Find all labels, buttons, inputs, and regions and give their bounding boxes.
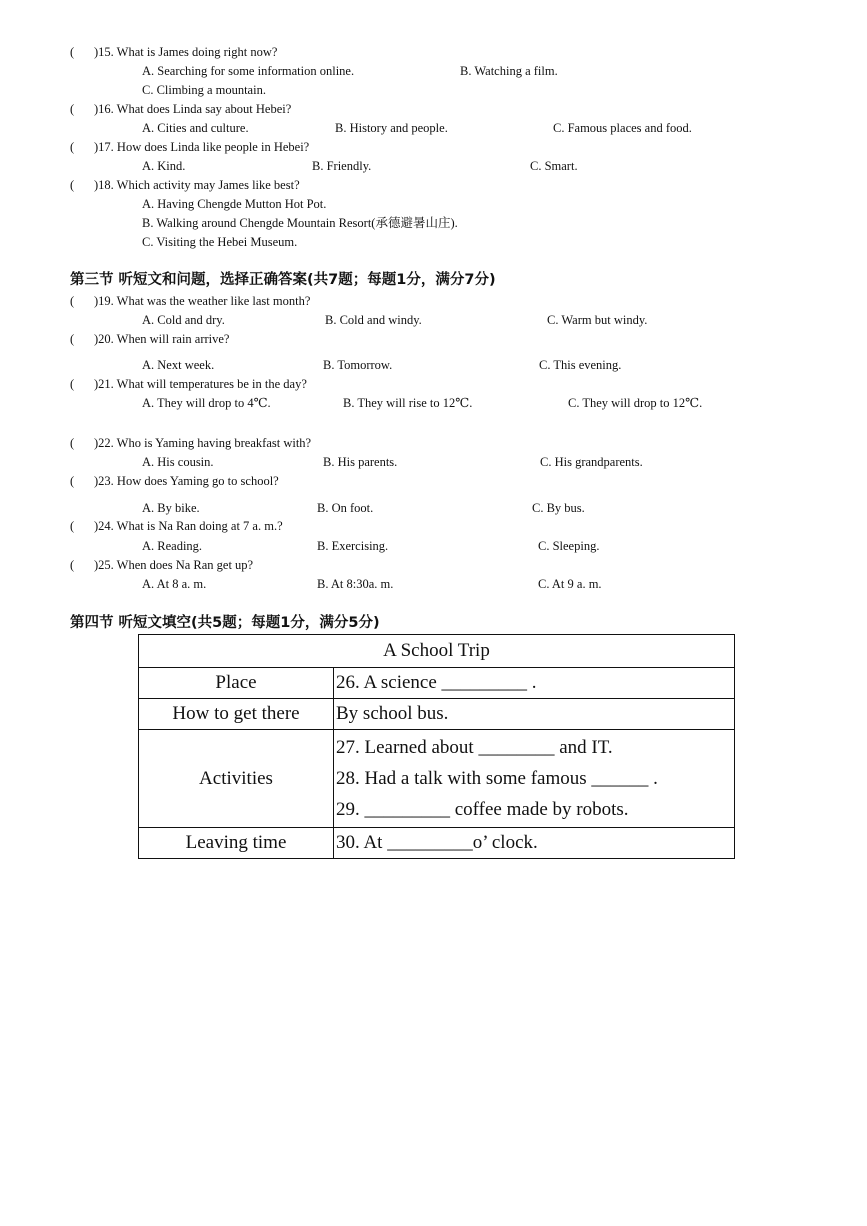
option-20-b: B. Tomorrow. [323, 358, 393, 372]
answer-bracket[interactable]: ( [70, 519, 75, 533]
option-24-b: B. Exercising. [317, 539, 389, 553]
answer-bracket[interactable]: ( [70, 558, 75, 572]
option-18-a: A. Having Chengde Mutton Hot Pot. [142, 197, 327, 211]
option-16-b: B. History and people. [335, 121, 448, 135]
question-16 [70, 101, 291, 117]
answer-bracket[interactable]: ( [70, 377, 75, 391]
option-17-a: A. Kind. [142, 159, 186, 173]
question-25 [70, 557, 253, 573]
answer-bracket[interactable]: ( [70, 474, 75, 488]
fill-blank-27[interactable]: 27. Learned about ________ and IT. [336, 737, 613, 758]
option-20-a: A. Next week. [142, 358, 215, 372]
option-21-c: C. They will drop to 12℃. [568, 396, 703, 410]
question-21 [70, 376, 307, 392]
answer-bracket[interactable]: ( [70, 178, 75, 192]
table-row [139, 668, 735, 699]
question-text: )21. What will temperatures be in the day? [94, 377, 307, 391]
option-17-b: B. Friendly. [312, 159, 372, 173]
option-21-a: A. They will drop to 4℃. [142, 396, 271, 410]
answer-bracket[interactable]: ( [70, 140, 75, 154]
answer-bracket[interactable]: ( [70, 102, 75, 116]
row-label-transport: How to get there [139, 699, 334, 730]
row-label-leaving-time: Leaving time [139, 828, 334, 859]
school-trip-table [138, 634, 735, 859]
question-text: )25. When does Na Ran get up? [94, 558, 254, 572]
fill-blank-30[interactable]: 30. At _________o’ clock. [334, 828, 735, 859]
row-value-transport: By school bus. [334, 699, 735, 730]
section-3-title: 第三节 听短文和问题，选择正确答案(共7题；每题1分，满分7分) [70, 272, 496, 288]
question-text: )22. Who is Yaming having breakfast with? [94, 436, 312, 450]
row-label-place: Place [139, 668, 334, 699]
question-text: )20. When will rain arrive? [94, 332, 230, 346]
question-22 [70, 435, 311, 451]
question-text: )24. What is Na Ran doing at 7 a. m.? [94, 519, 283, 533]
option-17-c: C. Smart. [530, 159, 578, 173]
option-19-c: C. Warm but windy. [547, 313, 648, 327]
question-text: )18. Which activity may James like best? [94, 178, 300, 192]
fill-blank-29[interactable]: 29. _________ coffee made by robots. [336, 799, 629, 820]
option-21-b: B. They will rise to 12℃. [343, 396, 473, 410]
option-19-a: A. Cold and dry. [142, 313, 225, 327]
question-17 [70, 139, 309, 155]
question-text: )15. What is James doing right now? [94, 45, 278, 59]
fill-blank-28[interactable]: 28. Had a talk with some famous ______ . [336, 768, 658, 789]
option-23-b: B. On foot. [317, 501, 374, 515]
table-row [139, 699, 735, 730]
option-15-a: A. Searching for some information online. [142, 64, 355, 78]
option-25-a: A. At 8 a. m. [142, 577, 207, 591]
fill-blank-26[interactable]: 26. A science _________ . [334, 668, 735, 699]
option-20-c: C. This evening. [539, 358, 622, 372]
table-row [139, 730, 735, 828]
answer-bracket[interactable]: ( [70, 45, 75, 59]
option-18-c: C. Visiting the Hebei Museum. [142, 235, 298, 249]
option-23-c: C. By bus. [532, 501, 585, 515]
question-19 [70, 293, 310, 309]
option-16-c: C. Famous places and food. [553, 121, 692, 135]
activities-cell [334, 730, 735, 828]
option-15-b: B. Watching a film. [460, 64, 558, 78]
option-22-a: A. His cousin. [142, 455, 214, 469]
answer-bracket[interactable]: ( [70, 332, 75, 346]
option-25-b: B. At 8:30a. m. [317, 577, 394, 591]
answer-bracket[interactable]: ( [70, 294, 75, 308]
option-24-a: A. Reading. [142, 539, 203, 553]
question-text: )17. How does Linda like people in Hebei? [94, 140, 310, 154]
option-19-b: B. Cold and windy. [325, 313, 422, 327]
question-20 [70, 331, 229, 347]
question-23 [70, 473, 279, 489]
question-text: )16. What does Linda say about Hebei? [94, 102, 292, 116]
option-22-b: B. His parents. [323, 455, 398, 469]
table-title: A School Trip [139, 635, 735, 668]
section-4-title: 第四节 听短文填空(共5题；每题1分，满分5分) [70, 615, 380, 631]
row-label-activities: Activities [139, 730, 334, 828]
table-title-row [139, 635, 735, 668]
option-24-c: C. Sleeping. [538, 539, 600, 553]
question-24 [70, 518, 283, 534]
option-23-a: A. By bike. [142, 501, 200, 515]
option-22-c: C. His grandparents. [540, 455, 643, 469]
question-text: )23. How does Yaming go to school? [94, 474, 279, 488]
question-18 [70, 177, 300, 193]
question-text: )19. What was the weather like last month? [94, 294, 311, 308]
table-row [139, 828, 735, 859]
option-15-c: C. Climbing a mountain. [142, 83, 266, 97]
question-15 [70, 44, 277, 60]
answer-bracket[interactable]: ( [70, 436, 75, 450]
option-18-b: B. Walking around Chengde Mountain Resort(承德避暑山庄). [142, 216, 458, 230]
option-25-c: C. At 9 a. m. [538, 577, 602, 591]
option-16-a: A. Cities and culture. [142, 121, 249, 135]
